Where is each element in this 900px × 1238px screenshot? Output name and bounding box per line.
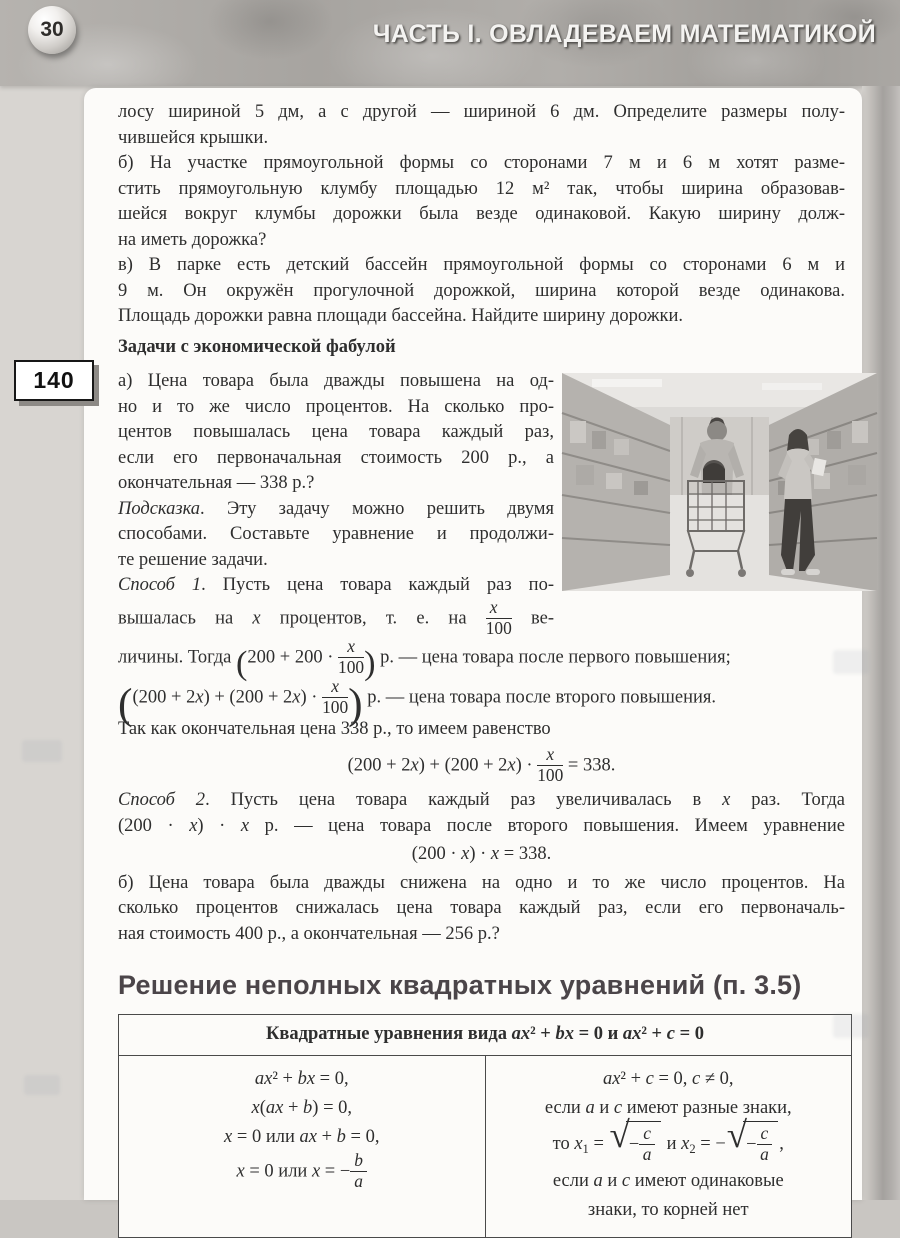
formula-line: если a и c имеют одинаковые bbox=[552, 1170, 784, 1191]
text-line: в) В парке есть детский бассейн прямоугольной формы со сторонами 6 м и bbox=[118, 255, 845, 275]
text-line: лосу шириной 5 дм, а с другой — шириной 6 дм. Определите размеры полу- bbox=[118, 102, 845, 122]
formula-line: ax² + c = 0, c ≠ 0, bbox=[602, 1069, 734, 1090]
page-number-ball bbox=[28, 6, 76, 54]
problem-number: 140 bbox=[33, 367, 75, 393]
problem-text-line: ((200 + 2x) + (200 + 2x) · $\frac{x}{100}$ ) р. — цена товара после второго повышения. bbox=[118, 676, 717, 728]
problem-text-line: но и то же число процентов. На сколько про- bbox=[118, 396, 554, 417]
problem-text-line: если его первоначальная стоимость 200 р., а bbox=[118, 447, 554, 468]
quadratic-equations-table bbox=[118, 1014, 852, 1238]
text-line: Площадь дорожки равна площади бассейна. Найдите ширину дорожки. bbox=[118, 306, 683, 326]
formula-line: ax² + bx = 0, bbox=[254, 1069, 349, 1090]
text-line: стить прямоугольную клумбу площадью 12 м² так, чтобы ширина образовав- bbox=[118, 178, 845, 199]
problem-text-line: (200 + 2x) + (200 + 2x) · $\frac{x}{100}$ = 338. bbox=[347, 744, 616, 785]
intro-paragraphs bbox=[118, 100, 845, 330]
bleed-through-ghost bbox=[833, 650, 869, 674]
formula-line: знаки, то корней нет bbox=[587, 1199, 749, 1220]
problem-text-line: Способ 1. Пусть цена товара каждый раз по- bbox=[118, 575, 554, 595]
page-content-panel bbox=[84, 88, 862, 1220]
problem-text-line: Так как окончательная цена 338 р., то имеем равенство bbox=[118, 719, 551, 739]
supermarket-photo bbox=[562, 373, 877, 591]
table-body bbox=[119, 1056, 851, 1237]
page-number: 30 bbox=[40, 18, 64, 41]
problem-text-line: те решение задачи. bbox=[118, 549, 268, 570]
formula-line: то $x_1$ = √ − $\frac{c}{a}$ и $x_2$ = − √ − $\frac{c}{a}$ , bbox=[552, 1115, 784, 1165]
problem-text-line: Подсказка. Эту задачу можно решить двумя bbox=[118, 498, 554, 519]
table-left-cell bbox=[119, 1056, 485, 1237]
problem-text-line: личины. Тогда (200 + 200 · $\frac{x}{100}$ ) р. — цена товара после первого повышения; bbox=[118, 637, 731, 682]
problem-text-line: способами. Составьте уравнение и продолжи- bbox=[118, 524, 554, 544]
subsection-title: Задачи с экономической фабулой bbox=[118, 336, 396, 357]
problem-text-line: (200 · x) · x р. — цена товара после второго повышения. Имеем уравнение bbox=[118, 815, 845, 836]
problem-text-line: центов повышалась цена товара каждый раз, bbox=[118, 422, 554, 442]
problem-text-line: Способ 2. Пусть цена товара каждый раз увеличивалась в x раз. Тогда bbox=[118, 790, 846, 810]
formula-line: x = 0 или ax + b = 0, bbox=[224, 1127, 380, 1148]
photo-child bbox=[703, 460, 725, 483]
problem-number-badge bbox=[14, 360, 94, 401]
text-line: б) На участке прямоугольной формы со сторонами 7 м и 6 м хотят разме- bbox=[118, 153, 845, 173]
bleed-through-ghost bbox=[24, 1075, 60, 1095]
left-page-margin bbox=[0, 86, 84, 1200]
text-line: шейся вокруг клумбы дорожки была везде одинаковой. Какую ширину долж- bbox=[118, 204, 845, 224]
problem-text-line: ная стоимость 400 р., а окончательная — 256 р.? bbox=[118, 923, 500, 944]
section-heading: Решение неполных квадратных уравнений (п. 3.5) bbox=[118, 970, 802, 1000]
text-line: чившейся крышки. bbox=[118, 127, 269, 148]
bleed-through-ghost bbox=[22, 740, 62, 762]
chapter-header-title: ЧАСТЬ I. ОВЛАДЕВАЕМ МАТЕМАТИКОЙ bbox=[372, 20, 876, 48]
problem-text-line: окончательная — 338 р.? bbox=[118, 473, 315, 493]
problem-140-block bbox=[118, 369, 845, 638]
text-line: 9 м. Он окружён прогулочной дорожкой, ширина которой везде одинакова. bbox=[118, 280, 845, 301]
table-right-cell bbox=[485, 1056, 852, 1237]
formula-line: x(ax + b) = 0, bbox=[251, 1098, 353, 1119]
problem-text-line: (200 · x) · x = 338. bbox=[411, 844, 552, 864]
problem-140-continued bbox=[118, 638, 845, 947]
page-header-collage bbox=[0, 0, 900, 86]
problem-text-line: вышалась на x процентов, т. е. на $\frac{x}{100}$ ве- bbox=[118, 597, 554, 638]
text-line: на иметь дорожка? bbox=[118, 229, 267, 250]
table-title: Квадратные уравнения вида ax² + bx = 0 и ax² + c = 0 bbox=[119, 1015, 851, 1057]
problem-text-line: б) Цена товара была дважды снижена на одно и то же число процентов. На bbox=[118, 872, 845, 893]
supermarket-photo-illustration bbox=[562, 373, 877, 591]
page-content bbox=[84, 88, 862, 1220]
problem-text-line: сколько процентов снижалась цена товара каждый раз, если его первоначаль- bbox=[118, 898, 845, 918]
formula-line: x = 0 или x = − $\frac{b}{a}$ bbox=[125, 1152, 479, 1192]
problem-140-text bbox=[118, 369, 554, 638]
formula-line: если a и c имеют разные знаки, bbox=[544, 1098, 792, 1119]
bleed-through-ghost bbox=[833, 1014, 869, 1038]
problem-text-line: а) Цена товара была дважды повышена на од- bbox=[118, 371, 554, 391]
